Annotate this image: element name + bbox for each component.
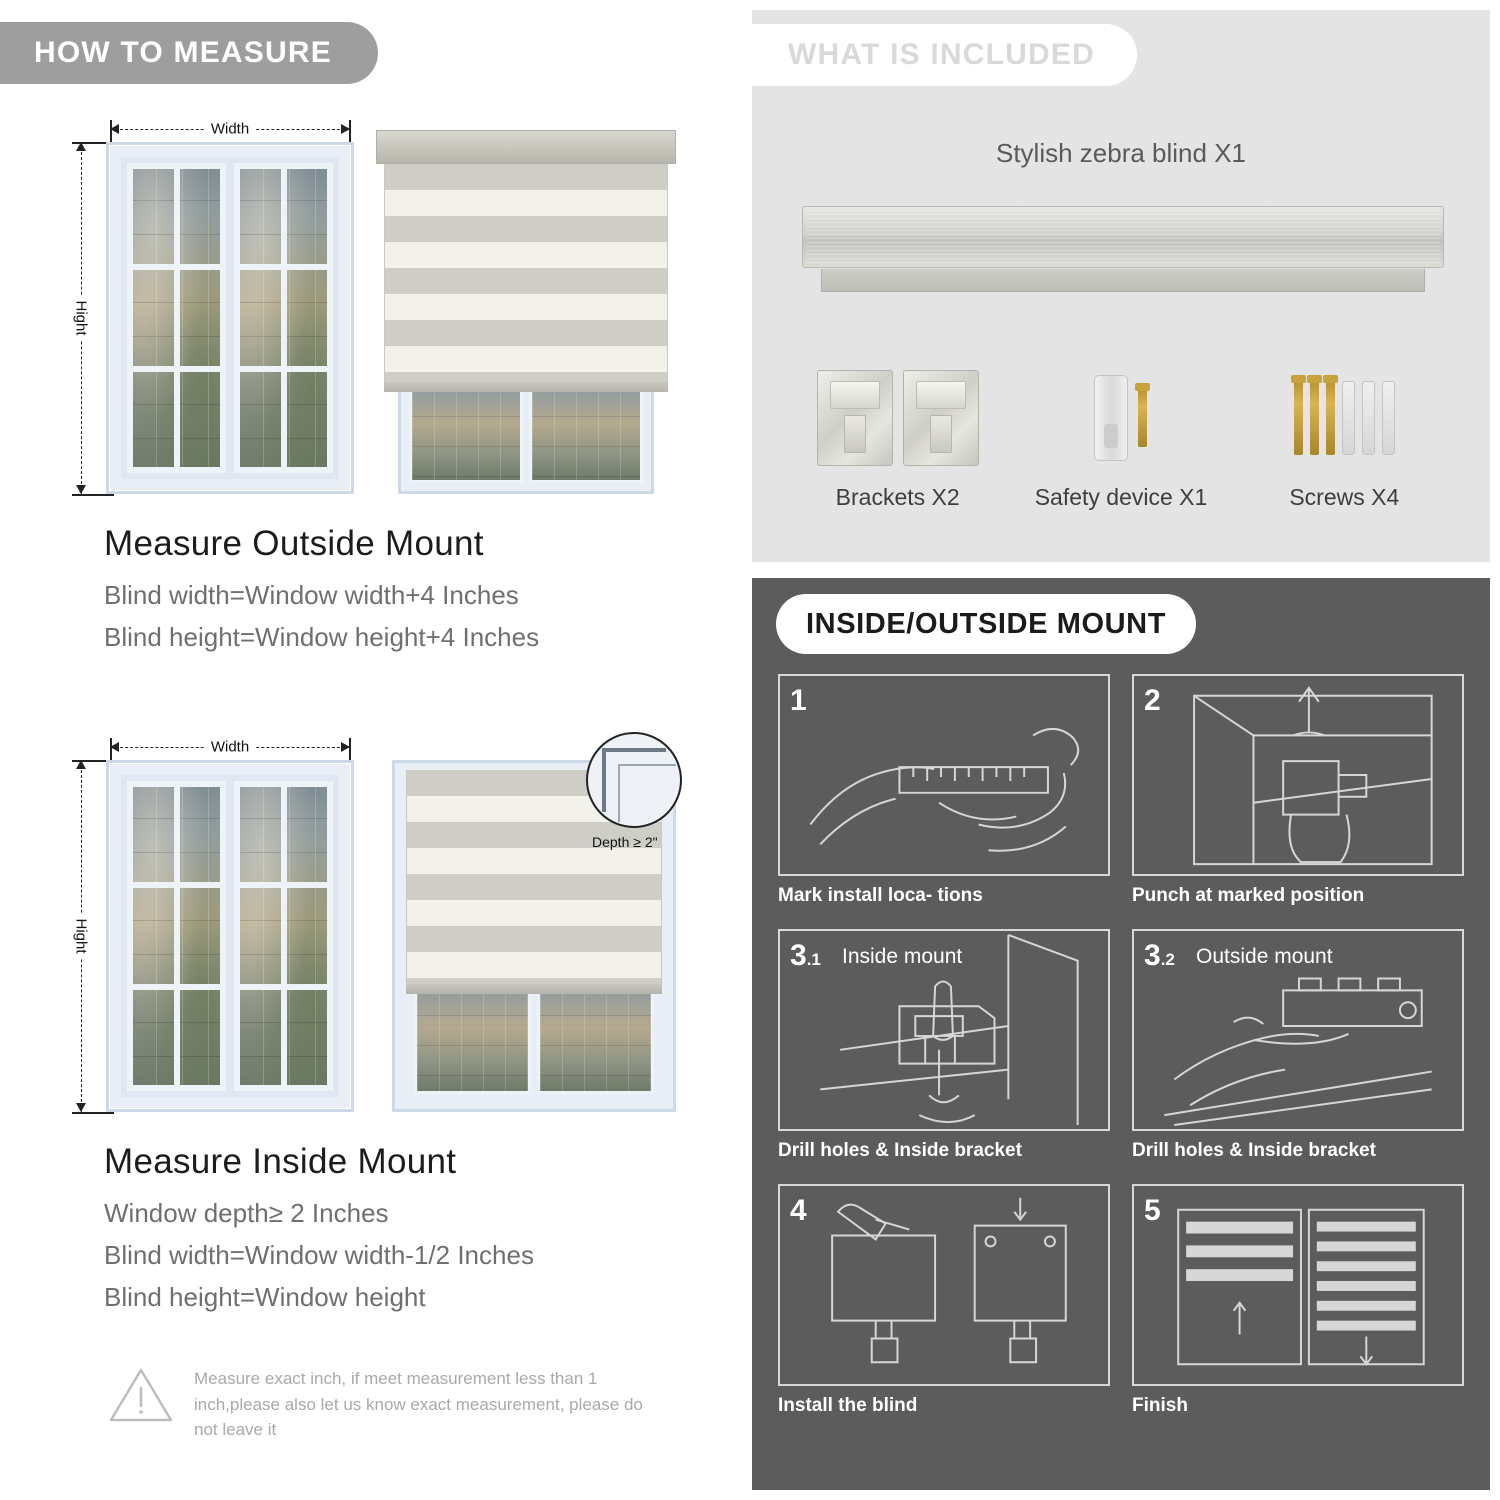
zebra-fabric [384, 164, 668, 382]
parts-row [786, 358, 1456, 511]
outside-width-dimension [110, 120, 350, 138]
installation-steps [778, 674, 1464, 1417]
step-3-2 [1132, 929, 1464, 1162]
inside-width-label: Width [204, 739, 256, 756]
window-pane-right [234, 163, 333, 473]
screw-icon [1138, 389, 1147, 447]
right-column [742, 0, 1500, 1500]
step-substep: .2 [1160, 950, 1175, 969]
step-3-1 [778, 929, 1110, 1162]
step-number: 5 [1144, 1194, 1161, 1227]
what-is-included-tab: WHAT IS INCLUDED [752, 24, 1137, 86]
step-5 [1132, 1184, 1464, 1417]
inside-mount-text [104, 1142, 534, 1318]
wall-anchor-icon [1362, 381, 1375, 455]
step-1 [778, 674, 1110, 907]
outside-width-label: Width [204, 121, 256, 138]
step-inline-label: Outside mount [1196, 945, 1333, 968]
window-illustration-2 [106, 760, 354, 1112]
window-pane-left-2 [127, 781, 226, 1091]
outside-mount-heading: Measure Outside Mount [104, 524, 484, 563]
inside-outside-mount-tab: INSIDE/OUTSIDE MOUNT [776, 594, 1196, 654]
wall-anchor-icon [1342, 381, 1355, 455]
step-caption: Punch at marked position [1132, 885, 1365, 906]
step-number: 3.2 [1144, 939, 1175, 972]
safety-device-icon [1094, 375, 1128, 461]
window-illustration [106, 142, 354, 494]
drill-icon [1134, 676, 1462, 874]
part-label-brackets: Brackets X2 [835, 484, 960, 510]
outside-rule-1: Blind width=Window width+4 Inches [104, 580, 519, 610]
step-caption: Drill holes & Inside bracket [778, 1140, 1022, 1161]
inside-mount-heading: Measure Inside Mount [104, 1142, 457, 1181]
part-label-safety: Safety device X1 [1034, 484, 1208, 510]
bracket-icon [817, 370, 893, 466]
part-safety-device [1009, 358, 1232, 511]
inside-rule-1: Window depth≥ 2 Inches [104, 1198, 389, 1228]
depth-detail-circle [586, 732, 682, 828]
step-number: 1 [790, 684, 807, 717]
inside-height-label: Hight [73, 914, 90, 957]
how-to-measure-column [0, 0, 742, 1500]
step-number: 4 [790, 1194, 807, 1227]
outside-mount-text [104, 524, 539, 658]
step-4 [778, 1184, 1110, 1417]
hand-ruler-icon [780, 676, 1108, 874]
step-caption: Mark install loca- tions [778, 885, 983, 906]
what-is-included-panel [752, 10, 1490, 562]
screw-icon [1310, 381, 1319, 455]
part-label-screws: Screws X4 [1289, 484, 1400, 510]
step-number: 3.1 [790, 939, 821, 972]
inside-mount-diagram [0, 726, 742, 1146]
bracket-icon [903, 370, 979, 466]
step-2 [1132, 674, 1464, 907]
step-substep: .1 [806, 950, 821, 969]
screw-icon [1294, 381, 1303, 455]
warning-triangle-icon [108, 1366, 174, 1424]
part-brackets [786, 358, 1009, 511]
inside-height-dimension [72, 760, 90, 1112]
step-caption: Finish [1132, 1395, 1188, 1416]
outside-mount-blind-illustration [376, 130, 676, 494]
step-caption: Install the blind [778, 1395, 918, 1416]
inside-rule-3: Blind height=Window height [104, 1282, 426, 1313]
window-pane-left [127, 163, 226, 473]
install-blind-icon [780, 1186, 1108, 1384]
inside-rule-2: Blind width=Window width-1/2 Inches [104, 1240, 534, 1271]
inside-outside-mount-panel [752, 578, 1490, 1490]
outside-height-dimension [72, 142, 90, 494]
wall-anchor-icon [1382, 381, 1395, 455]
blind-headrail-photo [802, 206, 1444, 268]
headrail [376, 130, 676, 164]
step-number: 2 [1144, 684, 1161, 717]
depth-label: Depth ≥ 2" [592, 834, 658, 850]
finished-blind-icon [1134, 1186, 1462, 1384]
step-inline-label: Inside mount [842, 945, 963, 968]
screw-icon [1326, 381, 1335, 455]
how-to-measure-banner: HOW TO MEASURE [0, 22, 378, 84]
outside-mount-diagram [0, 106, 742, 526]
measurement-note-text: Measure exact inch, if meet measurement less than 1 inch,please also let us know exact measurement, please do not leave it [194, 1369, 643, 1439]
outside-rule-2: Blind height=Window height+4 Inches [104, 622, 540, 653]
measurement-note [108, 1366, 668, 1443]
outside-height-label: Hight [73, 296, 90, 339]
window-pane-right-2 [234, 781, 333, 1091]
product-title: Stylish zebra blind X1 [995, 138, 1247, 168]
inside-width-dimension [110, 738, 350, 756]
part-screws [1233, 358, 1456, 511]
step-caption: Drill holes & Inside bracket [1132, 1140, 1376, 1161]
